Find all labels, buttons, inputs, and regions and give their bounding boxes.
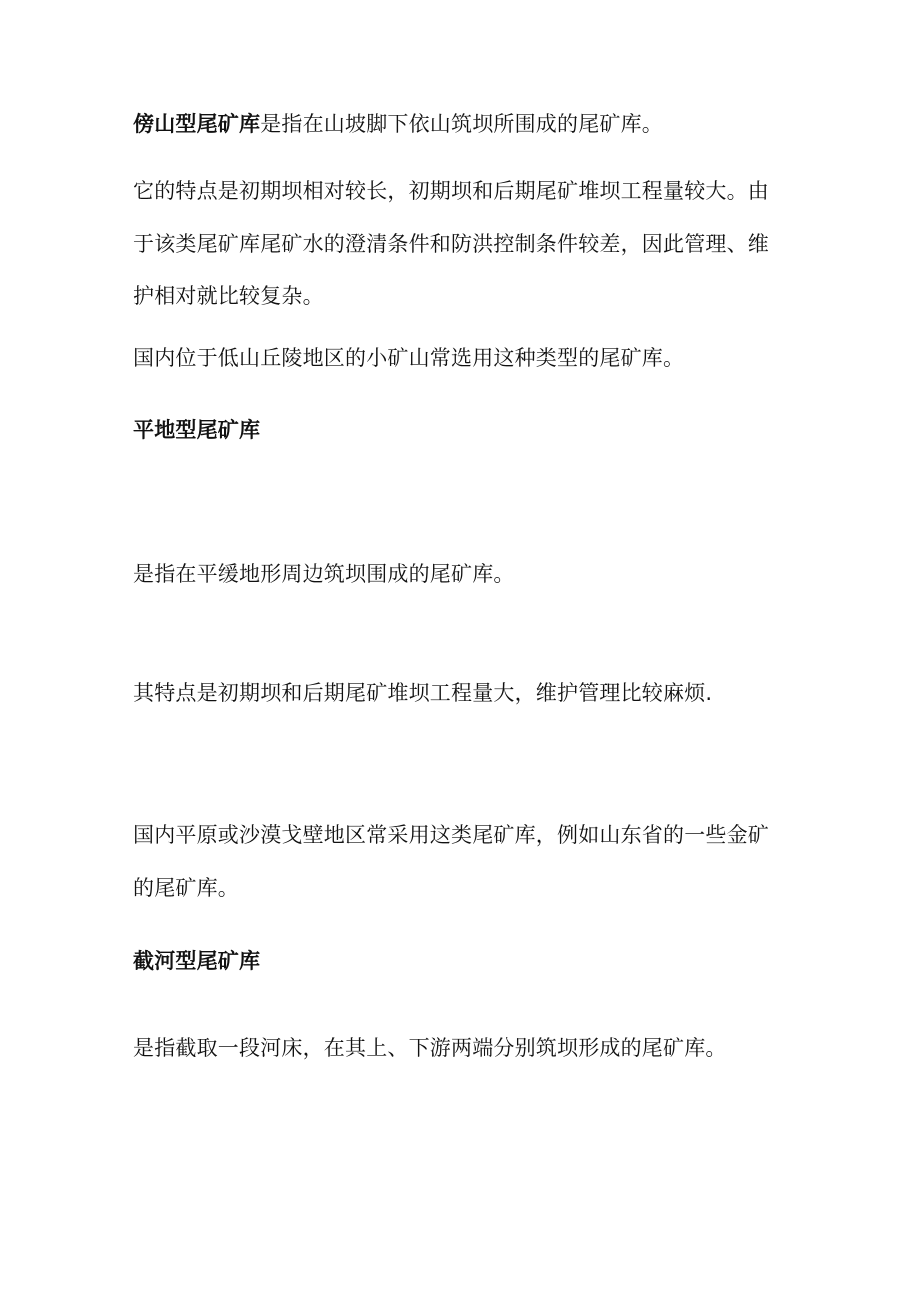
paragraph-bangshan-usage: 国内位于低山丘陵地区的小矿山常选用这种类型的尾矿库。 (133, 346, 685, 370)
paragraph-pingdi-usage-line-1: 国内平原或沙漠戈壁地区常采用这类尾矿库，例如山东省的一些金矿 (133, 823, 769, 847)
paragraph-pingdi-definition: 是指在平缓地形周边筑坝围成的尾矿库。 (133, 562, 515, 586)
heading-pingdi: 平地型尾矿库 (133, 418, 261, 442)
paragraph-bangshan-features-line-1: 它的特点是初期坝相对较长，初期坝和后期尾矿堆坝工程量较大。由 (133, 179, 769, 203)
heading-jiehe: 截河型尾矿库 (133, 949, 261, 973)
paragraph-pingdi-features: 其特点是初期坝和后期尾矿堆坝工程量大，维护管理比较麻烦. (133, 681, 713, 705)
term-bangshan: 傍山型尾矿库 (133, 112, 261, 136)
paragraph-bangshan-definition (133, 109, 663, 139)
paragraph-bangshan-features-line-2: 于该类尾矿库尾矿水的澄清条件和防洪控制条件较差，因此管理、维 (133, 232, 769, 256)
paragraph-bangshan-features-line-3: 护相对就比较复杂。 (133, 284, 324, 308)
paragraph-pingdi-usage-line-2: 的尾矿库。 (133, 876, 239, 900)
definition-bangshan-text: 是指在山坡脚下依山筑坝所围成的尾矿库。 (260, 112, 664, 136)
paragraph-jiehe-definition: 是指截取一段河床，在其上、下游两端分别筑坝形成的尾矿库。 (133, 1036, 727, 1060)
